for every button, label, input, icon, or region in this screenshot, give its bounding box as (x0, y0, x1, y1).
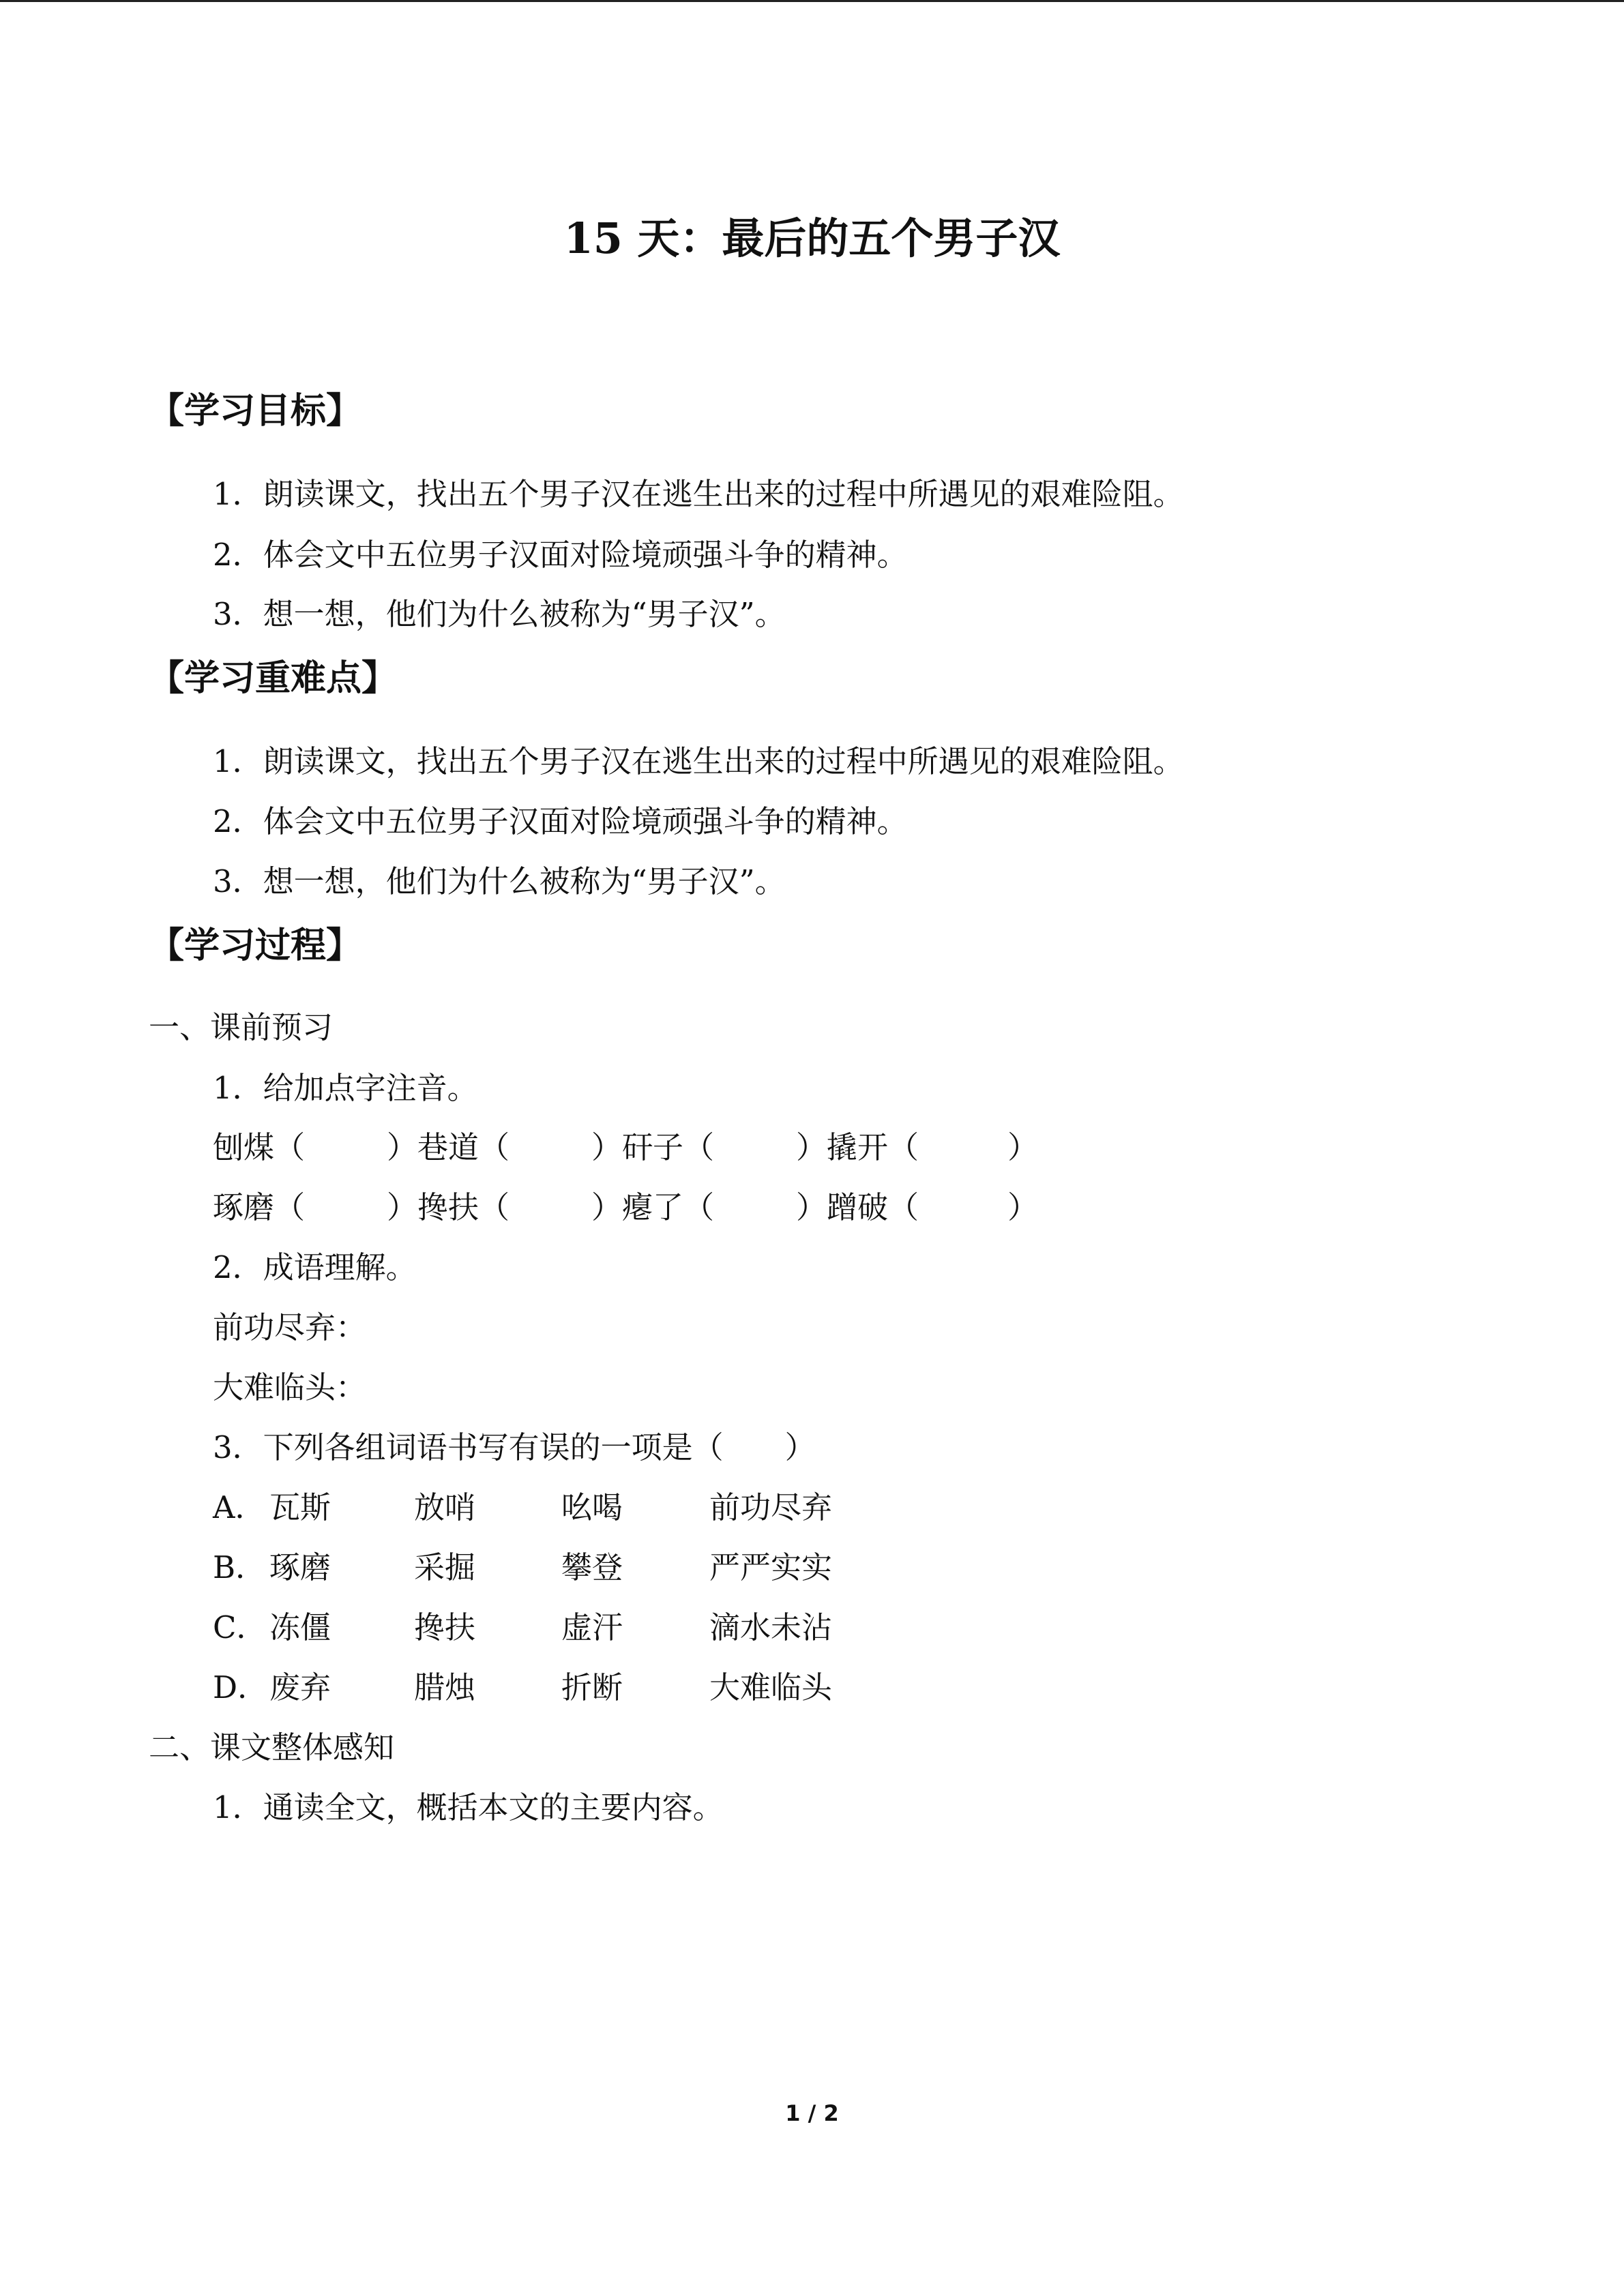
pinyin-row-2 (213, 1185, 1038, 1230)
option-word: 搀扶 (414, 1609, 476, 1645)
keypoints-heading: 【学习重难点】 (149, 658, 398, 699)
option-d[interactable] (213, 1665, 832, 1710)
answer-blank[interactable] (305, 1185, 387, 1230)
pinyin-item: ）矸子（ (591, 1129, 715, 1165)
q1-prompt: 1．给加点字注音。 (213, 1070, 478, 1106)
pinyin-item: ）蹭破（ (796, 1189, 919, 1225)
keypoint-item-2: 2．体会文中五位男子汉面对险境顽强斗争的精神。 (213, 803, 908, 839)
option-word: 严严实实 (709, 1549, 833, 1585)
idiom-2: 大难临头： (213, 1369, 367, 1405)
option-letter: C． (213, 1609, 267, 1645)
option-word: 腊烛 (414, 1669, 476, 1705)
pinyin-item: ）搀扶（ (387, 1189, 510, 1225)
pinyin-item: ）巷道（ (387, 1129, 510, 1165)
top-border (0, 0, 1624, 2)
pinyin-item: ）瘪了（ (591, 1189, 715, 1225)
option-word: 滴水未沾 (709, 1609, 833, 1645)
q3-prompt: 3．下列各组词语书写有误的一项是（ ） (213, 1429, 816, 1465)
goal-item-3: 3．想一想，他们为什么被称为“男子汉”。 (213, 596, 786, 632)
option-word: 采掘 (414, 1549, 476, 1585)
option-letter: D． (213, 1669, 269, 1705)
option-word: 琢磨 (269, 1549, 331, 1585)
option-word: 大难临头 (709, 1669, 833, 1705)
page-title: 15 天：最后的五个男子汉 (563, 213, 1061, 263)
answer-blank[interactable] (919, 1125, 1007, 1170)
option-word: 虚汗 (561, 1609, 623, 1645)
pinyin-item: 刨煤（ (213, 1129, 306, 1165)
answer-blank[interactable] (510, 1185, 591, 1230)
option-letter: A． (213, 1489, 266, 1525)
keypoint-item-1: 1．朗读课文，找出五个男子汉在逃生出来的过程中所遇见的艰难险阻。 (213, 743, 1184, 779)
option-a[interactable] (213, 1485, 832, 1530)
goals-heading: 【学习目标】 (149, 391, 362, 432)
part2-title: 二、课文整体感知 (149, 1729, 395, 1765)
option-word: 冻僵 (269, 1609, 331, 1645)
option-word: 攀登 (561, 1549, 623, 1585)
option-word: 吆喝 (561, 1489, 623, 1525)
option-word: 瓦斯 (269, 1489, 331, 1525)
pinyin-item: 琢磨（ (213, 1189, 306, 1225)
q2-prompt: 2．成语理解。 (213, 1249, 417, 1285)
pinyin-item: ） (1007, 1189, 1039, 1225)
process-heading: 【学习过程】 (149, 925, 362, 966)
idiom-1: 前功尽弃： (213, 1309, 367, 1345)
answer-blank[interactable] (919, 1185, 1007, 1230)
option-word: 前功尽弃 (709, 1489, 833, 1525)
pinyin-item: ） (1007, 1129, 1039, 1165)
page-number: 1 / 2 (785, 2100, 839, 2126)
pinyin-row-1 (213, 1125, 1038, 1170)
pinyin-item: ）撬开（ (796, 1129, 919, 1165)
goal-item-1: 1．朗读课文，找出五个男子汉在逃生出来的过程中所遇见的艰难险阻。 (213, 476, 1184, 512)
part2-q1: 1．通读全文，概括本文的主要内容。 (213, 1789, 724, 1825)
part1-title: 一、课前预习 (149, 1009, 334, 1045)
option-c[interactable] (213, 1605, 832, 1650)
keypoint-item-3: 3．想一想，他们为什么被称为“男子汉”。 (213, 863, 786, 899)
option-letter: B． (213, 1549, 267, 1585)
answer-blank[interactable] (510, 1125, 591, 1170)
option-word: 废弃 (269, 1669, 331, 1705)
option-word: 折断 (561, 1669, 623, 1705)
goal-item-2: 2．体会文中五位男子汉面对险境顽强斗争的精神。 (213, 537, 908, 573)
option-b[interactable] (213, 1545, 832, 1590)
answer-blank[interactable] (305, 1125, 387, 1170)
answer-blank[interactable] (714, 1125, 796, 1170)
answer-blank[interactable] (714, 1185, 796, 1230)
option-word: 放哨 (414, 1489, 476, 1525)
